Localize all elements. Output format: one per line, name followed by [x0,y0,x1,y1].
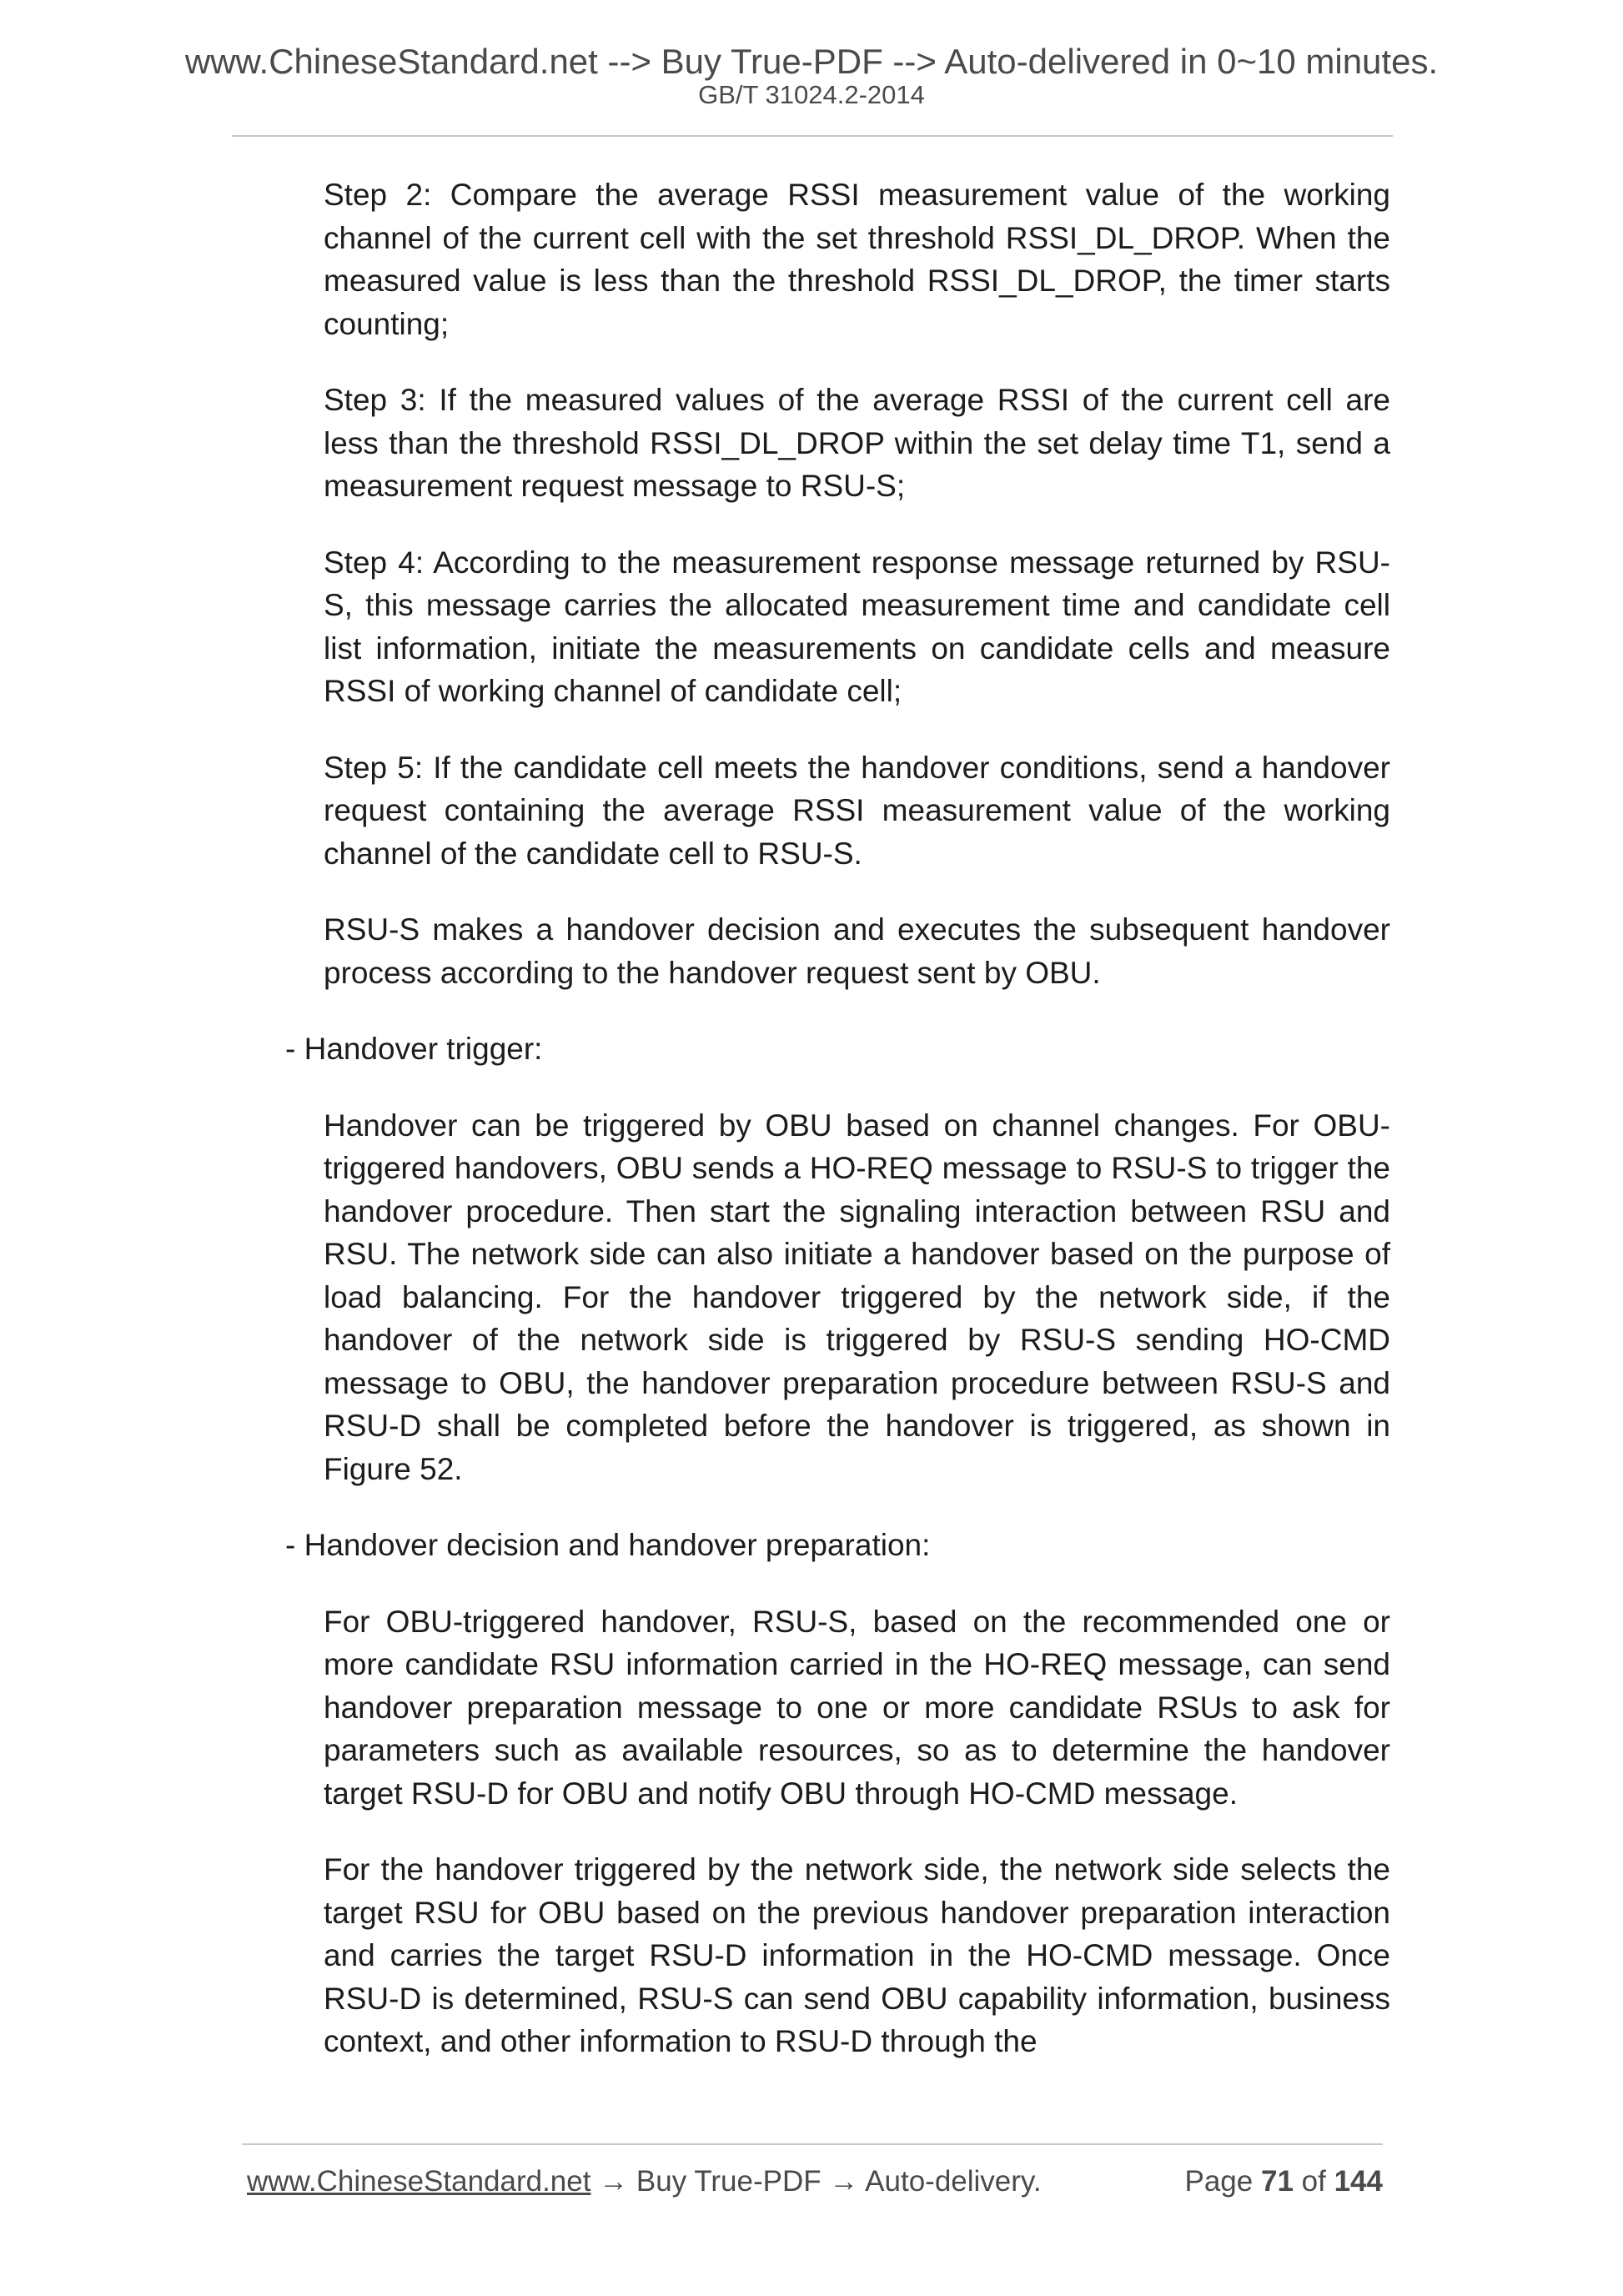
page-label: Page [1184,2165,1254,2198]
step-2-paragraph: Step 2: Compare the average RSSI measurement value of the working channel of the current cell with the set threshold RSSI_DL_DROP. When the measured value is less than the threshold RSSI_DL_DROP, the timer starts counting; [324,178,1390,341]
step-5-paragraph: Step 5: If the candidate cell meets the handover conditions, send a handover request containing the average RSSI measurement value of the working channel of the candidate cell to RSU-S. [324,750,1390,871]
footer-divider [242,2143,1383,2145]
document-body [285,173,1390,2097]
of-label: of [1301,2165,1326,2198]
total-pages: 144 [1334,2165,1383,2198]
footer-site-link[interactable]: www.ChineseStandard.net [247,2165,591,2198]
handover-decision-heading: - Handover decision and handover preparation: [285,1528,931,1562]
page-indicator [1185,2163,1384,2200]
page-footer [247,2163,1383,2200]
footer-tagline: → Buy True-PDF → Auto-delivery. [590,2165,1042,2198]
header-banner: www.ChineseStandard.net --> Buy True-PDF --> Auto-delivered in 0~10 minutes. [184,42,1439,81]
standard-number: GB/T 31024.2-2014 [698,80,925,109]
page-number: 71 [1260,2165,1294,2198]
step-3-paragraph: Step 3: If the measured values of the average RSSI of the current cell are less than the threshold RSSI_DL_DROP within the set delay time T1, send a measurement request message to RSU-S; [324,383,1390,503]
handover-decision-paragraph-2: For the handover triggered by the network side, the network side selects the target RSU for OBU based on the previous handover preparation interaction and carries the target RSU-D information in the HO-CMD message. Once RSU-D is determined, RSU-S can send OBU capability information, business context, and other information to RSU-D through the [324,1852,1390,2058]
handover-trigger-heading: - Handover trigger: [285,1032,543,1066]
header-divider [232,135,1393,137]
rsu-decision-paragraph: RSU-S makes a handover decision and executes the subsequent handover process according to the handover request sent by OBU. [324,912,1390,990]
handover-decision-paragraph-1: For OBU-triggered handover, RSU-S, based on the recommended one or more candidate RSU information carried in the HO-REQ message, can send handover preparation message to one or more candidate RSUs to ask for parameters such as available resources, so as to determine the handover target RSU-D for OBU and notify OBU through HO-CMD message. [324,1604,1390,1811]
handover-trigger-paragraph: Handover can be triggered by OBU based on channel changes. For OBU-triggered handovers, OBU sends a HO-REQ message to RSU-S to trigger the handover procedure. Then start the signaling interaction between RSU and RSU. The network side can also initiate a handover based on the purpose of load balancing. For the handover triggered by the network side, if the handover of the network side is triggered by RSU-S sending HO-CMD message to OBU, the handover preparation procedure between RSU-S and RSU-D shall be completed before the handover is triggered, as shown in Figure 52. [324,1108,1390,1486]
step-4-paragraph: Step 4: According to the measurement response message returned by RSU-S, this message carries the allocated measurement time and candidate cell list information, initiate the measurements on candidate cells and measure RSSI of working channel of candidate cell; [324,545,1390,708]
